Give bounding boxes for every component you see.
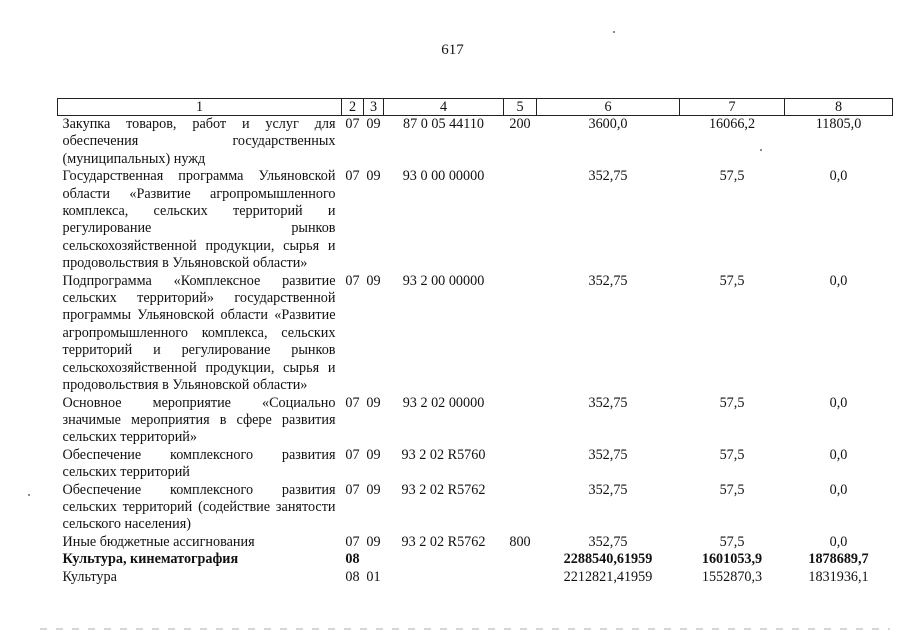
cell-value-col7: 57,5 [719, 481, 745, 498]
cell-name: Закупка товаров, работ и услуг для обеспечения государственных (муниципальных) нужд [62, 116, 336, 167]
cell-target-article: 93 0 00 00000 [402, 168, 485, 185]
cell-section: 07 [345, 446, 360, 463]
cell-target-article: 93 2 02 R5762 [401, 481, 486, 498]
cell-expense-type [504, 569, 537, 586]
cell-value-col8: 11805,0 [815, 116, 862, 132]
header-col-6: 6 [537, 99, 680, 116]
budget-table [57, 98, 893, 586]
cell-value-col8: 0,0 [829, 272, 848, 289]
cell-expense-type [504, 447, 537, 482]
cell-expense-type [504, 482, 537, 534]
table-header [58, 99, 893, 116]
table-row [58, 395, 893, 447]
cell-subsection: 09 [366, 116, 381, 132]
page-number: 617 [441, 42, 464, 58]
cell-name: Государственная программа Ульяновской области «Развитие агропромышленного комплекса, сельских территорий и регулирование рынков сельскохозяйственной продукции, сырья и продовольствия в Ульяновской области» [62, 168, 336, 272]
table-row [58, 273, 893, 395]
table-row [58, 168, 893, 272]
cell-section: 07 [345, 168, 360, 185]
cell-value-col6: 352,75 [588, 394, 628, 411]
cell-subsection: 09 [366, 272, 381, 289]
scan-speck [28, 494, 30, 496]
cell-subsection: 01 [366, 568, 381, 585]
cell-subsection: 09 [366, 481, 381, 498]
cell-section: 07 [345, 272, 360, 289]
cell-target-article: 93 2 02 00000 [402, 394, 485, 411]
header-row [58, 99, 893, 116]
cell-value-col7: 57,5 [719, 272, 745, 289]
cell-name: Подпрограмма «Комплексное развитие сельских территорий» государственной программы Ульяновской области «Развитие агропромышленного комплекса, сельских территорий и регулирование рынков сельскохозяйственной продукции, сырья и продовольствия в Ульяновской области» [62, 272, 336, 394]
cell-value-col6: 352,75 [588, 272, 628, 289]
cell-value-col6: 2212821,41959 [563, 568, 653, 585]
cell-target-article [384, 569, 504, 586]
cell-target-article: 93 2 02 R5762 [401, 533, 486, 550]
cell-subsection: 09 [366, 394, 381, 411]
cell-value-col7: 57,5 [719, 446, 745, 463]
cell-expense-type [504, 273, 537, 395]
cell-value-col7: 1601053,9 [701, 551, 763, 568]
cell-subsection: 09 [366, 446, 381, 463]
scan-edge-noise [40, 628, 890, 630]
cell-value-col7: 57,5 [719, 533, 745, 550]
cell-value-col7: 1552870,3 [701, 568, 763, 585]
cell-value-col6: 352,75 [588, 481, 628, 498]
cell-value-col6: 352,75 [588, 168, 628, 185]
cell-value-col8: 1878689,7 [808, 551, 869, 568]
table-row [58, 482, 893, 534]
cell-subsection: 09 [366, 533, 381, 550]
header-col-4: 4 [384, 99, 504, 116]
cell-value-col7: 16066,2 [708, 116, 756, 132]
header-col-5: 5 [504, 99, 537, 116]
cell-section: 07 [345, 394, 360, 411]
cell-value-col6: 352,75 [588, 446, 628, 463]
cell-expense-type [504, 168, 537, 272]
table-row [58, 569, 893, 586]
cell-target-article: 87 0 05 44110 [402, 116, 485, 132]
cell-name: Основное мероприятие «Социально значимые мероприятия в сфере развития сельских территорий» [62, 394, 336, 446]
cell-name: Культура [62, 568, 117, 585]
cell-section: 07 [345, 116, 360, 132]
cell-expense-type [504, 395, 537, 447]
header-col-1: 1 [58, 99, 342, 116]
cell-value-col6: 2288540,61959 [563, 551, 653, 568]
cell-section: 08 [345, 568, 360, 585]
cell-expense-type: 800 [509, 533, 531, 550]
cell-section: 07 [345, 533, 360, 550]
cell-value-col6: 3600,0 [588, 116, 628, 132]
cell-value-col8: 0,0 [829, 168, 848, 185]
cell-target-article: 93 2 02 R5760 [401, 446, 486, 463]
cell-name: Культура, кинематография [62, 551, 239, 568]
cell-value-col8: 0,0 [829, 394, 848, 411]
cell-subsection [364, 551, 384, 568]
table-row [58, 116, 893, 169]
header-col-2: 2 [342, 99, 364, 116]
header-col-3: 3 [364, 99, 384, 116]
header-col-7: 7 [680, 99, 785, 116]
scan-speck [760, 149, 762, 151]
table-row [58, 447, 893, 482]
header-col-8: 8 [785, 99, 893, 116]
cell-expense-type: 200 [509, 116, 531, 132]
table-row [58, 534, 893, 551]
cell-target-article [384, 551, 504, 568]
cell-name: Обеспечение комплексного развития сельских территорий [62, 446, 336, 481]
cell-section: 07 [345, 481, 360, 498]
cell-expense-type [504, 551, 537, 568]
cell-value-col8: 1831936,1 [808, 568, 869, 585]
cell-value-col7: 57,5 [719, 394, 745, 411]
cell-target-article: 93 2 00 00000 [402, 272, 485, 289]
table-row [58, 551, 893, 568]
cell-value-col7: 57,5 [719, 168, 745, 185]
cell-name: Обеспечение комплексного развития сельских территорий (содействие занятости сельского населения) [62, 481, 336, 533]
cell-value-col8: 0,0 [829, 533, 848, 550]
cell-value-col8: 0,0 [829, 446, 848, 463]
cell-subsection: 09 [366, 168, 381, 185]
cell-section: 08 [345, 551, 360, 568]
cell-name: Иные бюджетные ассигнования [62, 533, 255, 550]
cell-value-col6: 352,75 [588, 533, 628, 550]
scan-speck [613, 31, 615, 33]
table-body [58, 116, 893, 586]
cell-value-col8: 0,0 [829, 481, 848, 498]
